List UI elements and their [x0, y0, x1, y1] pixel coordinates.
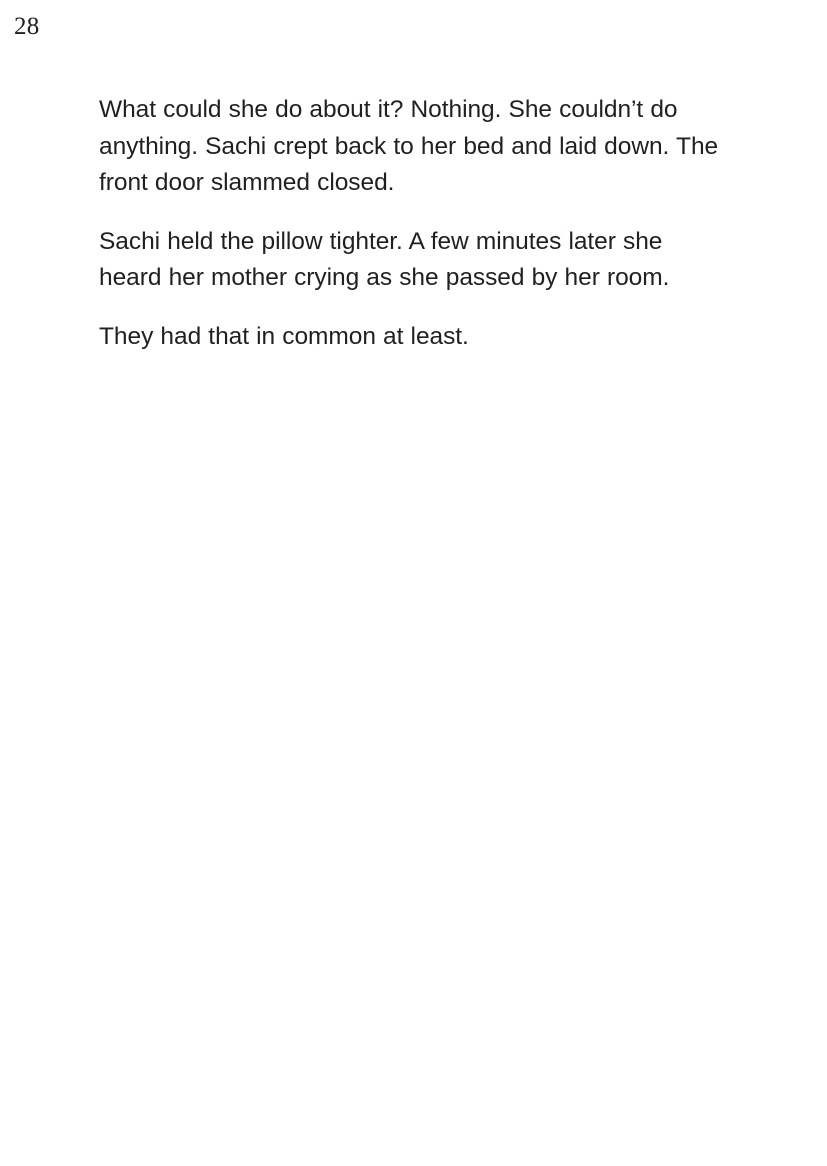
page-number: 28 [14, 13, 40, 40]
paragraph: Sachi held the pillow tighter. A few minutes later she heard her mother crying as she passed by her room. [99, 227, 670, 291]
body-text-block [99, 92, 724, 355]
paragraph: What could she do about it? Nothing. She couldn’t do anything. Sachi crept back to her bed and laid down. The front door slammed closed. [99, 96, 719, 196]
paragraph: They had that in common at least. [99, 322, 469, 350]
